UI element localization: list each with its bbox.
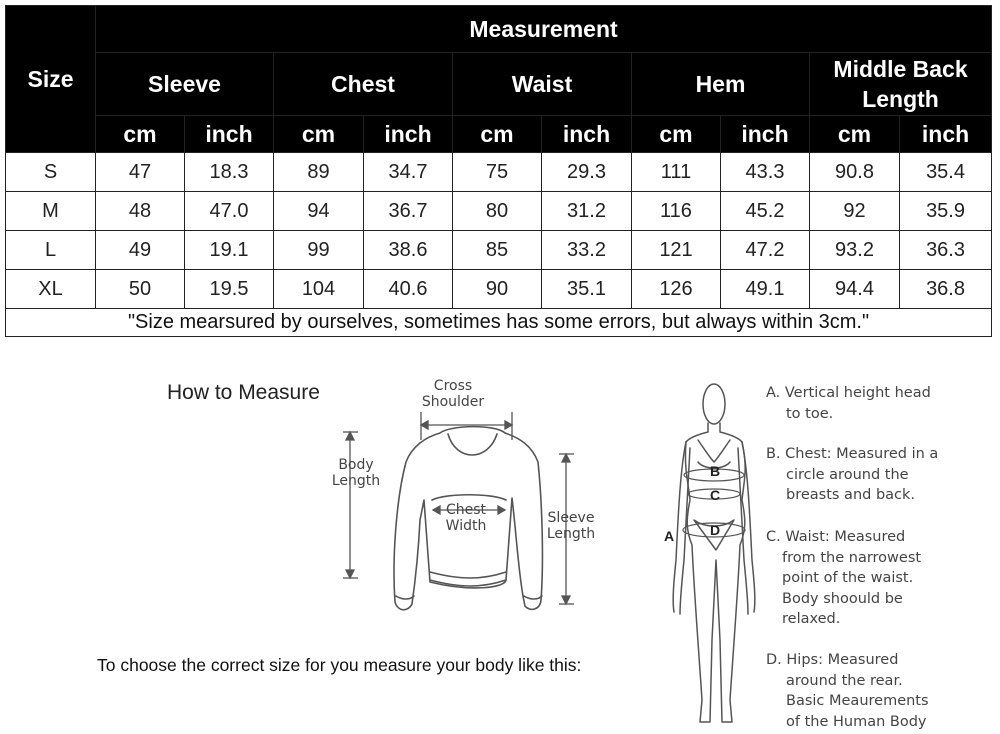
group-header-hem: Hem: [632, 53, 810, 116]
marker-b: B: [710, 463, 721, 479]
human-body-illustration: [673, 384, 755, 722]
size-header: Size: [6, 6, 96, 153]
legend-line: relaxed.: [782, 611, 841, 627]
label-line: Body: [338, 457, 374, 473]
value-cell: 90: [453, 270, 542, 309]
legend-c: [766, 527, 921, 630]
value-cell: 29.3: [542, 153, 632, 192]
unit-header: inch: [185, 116, 274, 153]
legend-line: from the narrowest: [782, 549, 922, 566]
legend-a: [766, 383, 931, 424]
chest-width-label: [436, 502, 496, 534]
value-cell: 47: [96, 153, 185, 192]
legend-line: Basic Meaurements: [786, 693, 929, 709]
group-header-chest: Chest: [274, 53, 453, 116]
value-cell: 35.4: [900, 153, 992, 192]
unit-header: cm: [632, 116, 721, 153]
unit-header: cm: [274, 116, 364, 153]
value-cell: 18.3: [185, 153, 274, 192]
group-header-waist: Waist: [453, 53, 632, 116]
value-cell: 33.2: [542, 231, 632, 270]
value-cell: 94.4: [810, 270, 900, 309]
marker-c: C: [710, 487, 721, 503]
legend-line: Body shoould be: [782, 590, 903, 607]
value-cell: 80: [453, 192, 542, 231]
value-cell: 111: [632, 153, 721, 192]
value-cell: 35.9: [900, 192, 992, 231]
value-cell: 85: [453, 231, 542, 270]
value-cell: 92: [810, 192, 900, 231]
body-length-label: [326, 457, 386, 489]
measurement-header: Measurement: [96, 6, 992, 53]
unit-header: cm: [453, 116, 542, 153]
value-cell: 126: [632, 270, 721, 309]
legend-line: C. Waist: Measured: [766, 529, 906, 545]
legend-line: B. Chest: Measured in a: [766, 446, 939, 462]
choose-size-instruction: To choose the correct size for you measure your body like this:: [97, 655, 582, 675]
value-cell: 116: [632, 192, 721, 231]
legend-line: A. Vertical height head: [766, 385, 931, 401]
label-line: Chest: [445, 502, 487, 518]
value-cell: 121: [632, 231, 721, 270]
unit-header: inch: [364, 116, 453, 153]
value-cell: 90.8: [810, 153, 900, 192]
value-cell: 45.2: [721, 192, 810, 231]
legend-line: D. Hips: Measured: [766, 652, 899, 668]
size-cell: L: [6, 231, 96, 270]
value-cell: 48: [96, 192, 185, 231]
legend-line: to toe.: [786, 405, 834, 422]
label-line: Sleeve: [547, 510, 595, 526]
unit-header: cm: [810, 116, 900, 153]
unit-header: inch: [900, 116, 992, 153]
label-line: Width: [445, 518, 487, 534]
label-line: Length: [331, 473, 381, 489]
value-cell: 94: [274, 192, 364, 231]
label-line: Shoulder: [421, 394, 485, 410]
legend-d: [766, 650, 929, 732]
value-cell: 36.7: [364, 192, 453, 231]
group-header-middle-back-length: Middle Back Length: [810, 53, 992, 116]
value-cell: 34.7: [364, 153, 453, 192]
value-cell: 35.1: [542, 270, 632, 309]
legend-line: breasts and back.: [786, 487, 916, 503]
value-cell: 75: [453, 153, 542, 192]
legend-line: circle around the: [786, 466, 909, 483]
value-cell: 43.3: [721, 153, 810, 192]
label-line: Cross: [433, 378, 473, 394]
value-cell: 99: [274, 231, 364, 270]
unit-header: inch: [721, 116, 810, 153]
value-cell: 47.2: [721, 231, 810, 270]
legend-b: [766, 444, 938, 506]
size-cell: M: [6, 192, 96, 231]
value-cell: 49: [96, 231, 185, 270]
size-cell: XL: [6, 270, 96, 309]
size-cell: S: [6, 153, 96, 192]
value-cell: 89: [274, 153, 364, 192]
cross-shoulder-label: [418, 378, 488, 410]
value-cell: 36.3: [900, 231, 992, 270]
value-cell: 93.2: [810, 231, 900, 270]
value-cell: 49.1: [721, 270, 810, 309]
value-cell: 40.6: [364, 270, 453, 309]
label-line: Length: [546, 526, 596, 542]
marker-a: A: [664, 528, 675, 544]
sleeve-length-label: [540, 510, 602, 542]
size-note: "Size mearsured by ourselves, sometimes has some errors, but always within 3cm.": [6, 309, 992, 337]
value-cell: 19.5: [185, 270, 274, 309]
value-cell: 47.0: [185, 192, 274, 231]
value-cell: 36.8: [900, 270, 992, 309]
value-cell: 31.2: [542, 192, 632, 231]
value-cell: 38.6: [364, 231, 453, 270]
legend-line: point of the waist.: [782, 570, 914, 586]
marker-d: D: [710, 522, 721, 538]
value-cell: 19.1: [185, 231, 274, 270]
value-cell: 104: [274, 270, 364, 309]
unit-header: cm: [96, 116, 185, 153]
unit-header: inch: [542, 116, 632, 153]
value-cell: 50: [96, 270, 185, 309]
group-header-sleeve: Sleeve: [96, 53, 274, 116]
how-to-measure-title: How to Measure: [167, 381, 320, 404]
legend-line: around the rear.: [786, 672, 903, 689]
legend-line: of the Human Body: [786, 713, 927, 730]
